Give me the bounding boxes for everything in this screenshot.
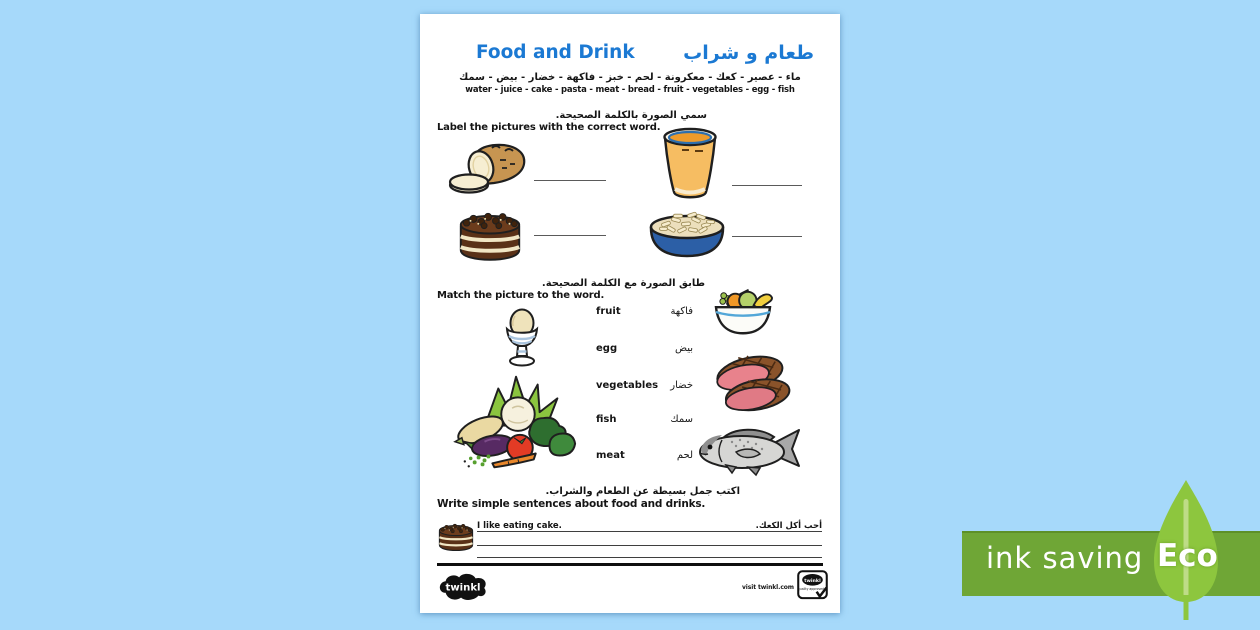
label-instruction-ar: سمي الصورة بالكلمة الصحيحة. [555, 110, 707, 121]
sentence-line-3 [477, 543, 822, 558]
footer-divider [437, 563, 823, 566]
answer-line-juice [732, 185, 802, 186]
example-sentence-en: I like eating cake. [477, 521, 562, 531]
worksheet-page [420, 14, 840, 613]
match-word-ar: بيض [674, 343, 693, 354]
match-word-row [596, 414, 693, 425]
match-word-row [596, 306, 693, 317]
visit-link-text: visit twinkl.com [742, 584, 794, 591]
match-word-row [596, 450, 693, 461]
match-word-row [596, 380, 693, 391]
match-instruction-en: Match the picture to the word. [437, 290, 605, 301]
eco-label: Eco [1157, 538, 1218, 574]
twinkl-logo-text: twinkl [445, 582, 481, 594]
match-word-en: vegetables [596, 380, 659, 391]
bread-image [448, 138, 532, 196]
fruit-bowl-image [710, 286, 776, 340]
juice-image [658, 126, 722, 204]
meat-image [698, 350, 794, 422]
small-cake-image [435, 511, 477, 559]
worksheet-title-en: Food and Drink [476, 42, 635, 63]
quality-badge-sub: quality approved [797, 587, 825, 592]
match-word-en: meat [596, 450, 625, 461]
example-sentence-ar: أحب أكل الكعك. [755, 521, 822, 531]
match-word-en: fruit [596, 306, 621, 317]
match-word-ar: فاكهة [670, 306, 693, 317]
write-instruction-en: Write simple sentences about food and drinks. [437, 498, 706, 510]
label-instruction-en: Label the pictures with the correct word. [437, 122, 661, 133]
match-word-ar: لحم [676, 450, 693, 461]
quality-badge-brand: twinkl [804, 578, 821, 584]
word-bank-ar: ماء - عصير - كعك - معكرونة - لحم - خبز - فاكهة - خضار - بيض - سمك [459, 72, 801, 83]
answer-line-bread [534, 180, 606, 181]
pasta-image [646, 204, 728, 262]
sentence-line-1 [477, 517, 822, 532]
write-instruction-ar: اكتب جمل بسيطة عن الطعام والشراب. [545, 486, 740, 497]
twinkl-logo [436, 570, 490, 604]
match-word-en: egg [596, 343, 618, 354]
match-word-row [596, 343, 693, 354]
cake-image [453, 203, 527, 262]
answer-line-cake [534, 235, 606, 236]
match-word-ar: سمك [670, 414, 693, 425]
quality-approved-badge [797, 570, 828, 601]
word-bank-en: water - juice - cake - pasta - meat - bread - fruit - vegetables - egg - fish [465, 85, 795, 95]
match-word-ar: خضار [670, 380, 693, 391]
fish-image [696, 422, 802, 480]
match-instruction-ar: طابق الصورة مع الكلمة الصحيحة. [541, 278, 705, 289]
answer-line-pasta [732, 236, 802, 237]
ink-saving-label: ink saving [986, 541, 1144, 575]
worksheet-title-ar: طعام و شراب [683, 42, 814, 64]
vegetables-image [453, 374, 581, 470]
egg-cup-image [503, 308, 541, 374]
match-word-en: fish [596, 414, 617, 425]
